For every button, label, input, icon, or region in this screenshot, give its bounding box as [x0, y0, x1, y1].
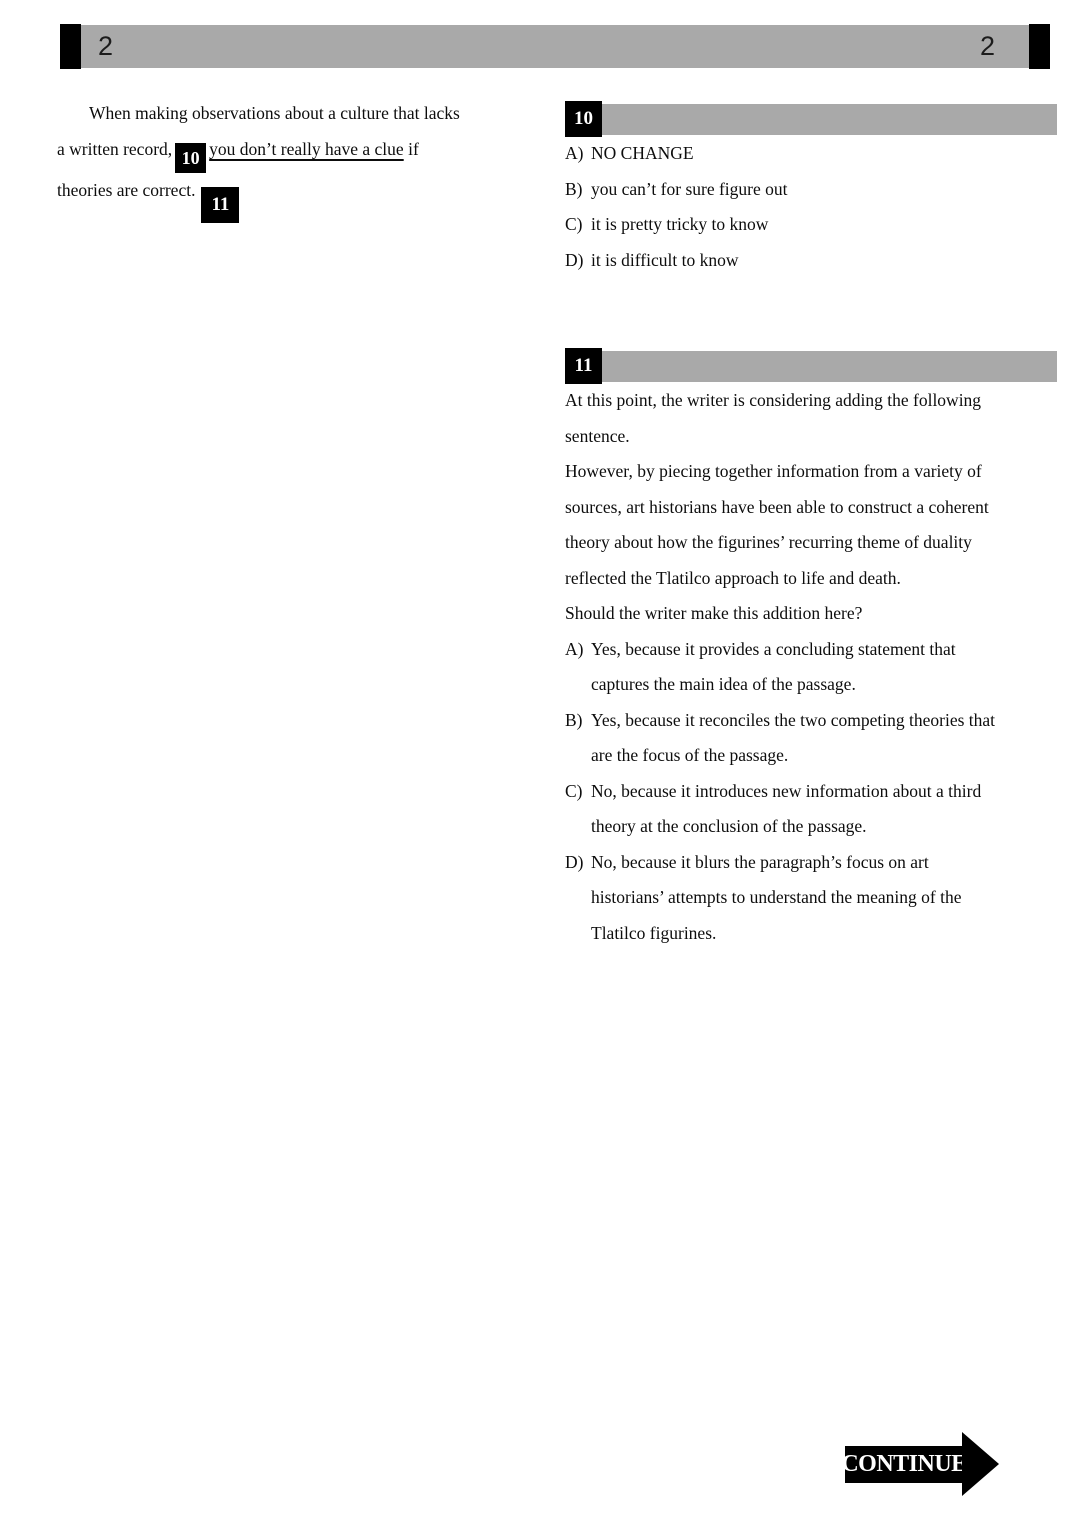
q11-choice-c[interactable] — [565, 774, 1065, 845]
q11-choice-d-text: No, because it blurs the paragraph’s focus on art — [591, 851, 929, 872]
q10-choice-d-text: it is difficult to know — [591, 249, 739, 270]
section-number-right: 2 — [979, 31, 995, 61]
q10-choice-a-label: A) — [565, 143, 584, 163]
q11-choice-d[interactable] — [565, 845, 1065, 952]
q11-choice-a-text: Yes, because it provides a concluding statement that — [591, 638, 956, 659]
q10-choice-c-text: it is pretty tricky to know — [591, 214, 769, 234]
question-11-number: 11 — [565, 348, 602, 384]
q11-choice-a[interactable] — [565, 632, 1065, 703]
q11-choice-d-text: historians’ attempts to understand the meaning of the — [591, 887, 962, 907]
passage-line-2-post: if — [403, 138, 419, 159]
question-11-header-bar — [565, 351, 1057, 382]
q10-choice-b-text: you can’t for sure figure out — [591, 178, 788, 199]
passage-line-1: When making observations about a culture that lacks — [89, 103, 460, 123]
question-10-choices — [565, 136, 1065, 278]
q11-stem-line: sources, art historians have been able to construct a coherent — [565, 496, 989, 517]
q11-choice-d-text: Tlatilco figurines. — [591, 922, 717, 943]
underlined-phrase: you don’t really have a clue — [209, 138, 404, 159]
passage-text — [57, 96, 519, 223]
continue-button[interactable] — [841, 1446, 1000, 1483]
q10-choice-b[interactable] — [565, 172, 1065, 208]
q11-choice-b-text: Yes, because it reconciles the two competing theories that — [591, 709, 996, 730]
q11-choice-b[interactable] — [565, 703, 1065, 774]
q10-choice-c-label: C) — [565, 214, 583, 234]
q10-choice-a[interactable] — [565, 136, 1065, 172]
q11-choice-c-text: No, because it introduces new information about a third — [591, 780, 982, 801]
continue-arrow-icon — [962, 1432, 999, 1496]
question-10-number: 10 — [565, 101, 602, 137]
passage-line-3 — [57, 173, 519, 223]
passage-line-2 — [57, 132, 519, 174]
question-11-body — [565, 383, 1065, 951]
q11-choice-c-text: theory at the conclusion of the passage. — [591, 816, 867, 836]
question-11-marker: 11 — [201, 187, 239, 223]
continue-label: CONTINUE — [845, 1446, 963, 1483]
q11-stem-line: reflected the Tlatilco approach to life and death. — [565, 567, 901, 588]
q10-choice-d-label: D) — [565, 249, 584, 270]
q10-choice-a-text: NO CHANGE — [591, 143, 694, 163]
q10-choice-d[interactable] — [565, 243, 1065, 279]
question-10-header-bar — [565, 104, 1057, 135]
q11-stem-line: sentence. — [565, 425, 630, 446]
question-10-header — [565, 101, 1057, 137]
passage-line-3-text: theories are correct. — [57, 180, 196, 200]
q11-stem-line: However, by piecing together information from a variety of — [565, 461, 982, 481]
section-header-bar — [60, 25, 1050, 68]
q11-choice-b-text: are the focus of the passage. — [591, 745, 789, 765]
q11-stem-line: theory about how the figurines’ recurring theme of duality — [565, 532, 972, 552]
q11-stem-line: Should the writer make this addition here? — [565, 603, 863, 623]
q10-choice-c[interactable] — [565, 207, 1065, 243]
q11-choice-d-label: D) — [565, 851, 584, 872]
passage-line-2-pre: a written record, — [57, 138, 173, 159]
header-left-endcap — [60, 24, 81, 69]
q11-choice-b-label: B) — [565, 709, 583, 730]
header-right-endcap — [1029, 24, 1050, 69]
q11-choice-a-label: A) — [565, 638, 584, 659]
q11-choice-c-label: C) — [565, 780, 583, 801]
question-10-marker: 10 — [175, 143, 206, 173]
q11-choice-a-text: captures the main idea of the passage. — [591, 674, 856, 694]
q10-choice-b-label: B) — [565, 178, 583, 199]
section-number-left: 2 — [98, 31, 114, 61]
q11-stem-line: At this point, the writer is considering adding the following — [565, 390, 982, 410]
question-11-header — [565, 348, 1057, 384]
